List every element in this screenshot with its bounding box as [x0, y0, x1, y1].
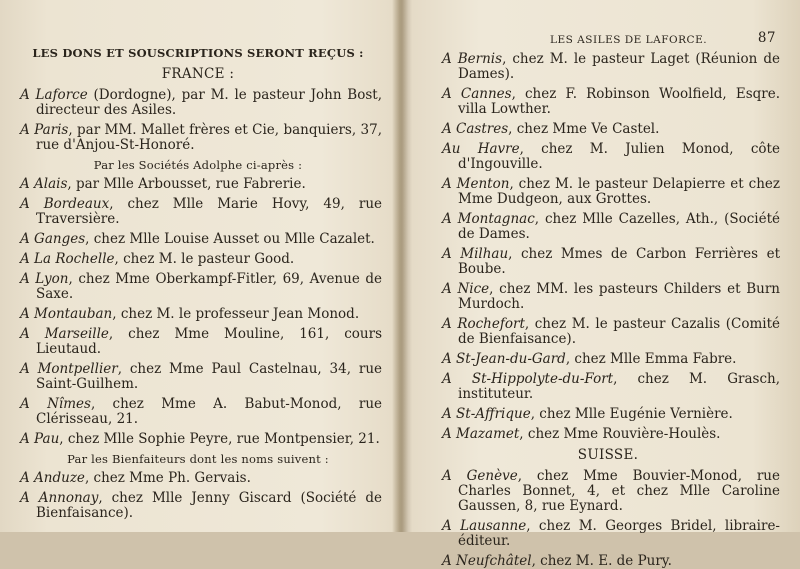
entry-text: , chez Mlle Jenny Giscard (Société de Bienfaisance).: [36, 490, 382, 521]
entry-place: A Milhau: [442, 246, 509, 262]
address-entry: [14, 307, 382, 322]
entry-place: A Montauban: [20, 306, 113, 322]
address-entry: [14, 327, 382, 357]
entry-text: (Dordogne), par M. le pasteur John Bost, directeur des Asiles.: [36, 87, 383, 118]
entry-place: A Genève: [442, 468, 518, 484]
address-entry: [14, 232, 382, 247]
address-entry: [436, 212, 780, 242]
entry-place: A Nice: [442, 281, 490, 297]
entry-place: A St-Hippolyte-du-Fort: [442, 371, 614, 387]
entry-text: , chez F. Robinson Woolfield, Esqre. villa Lowther.: [458, 86, 780, 117]
section-title-suisse: SUISSE.: [577, 447, 639, 463]
address-entry: [436, 247, 780, 277]
address-entry: [436, 177, 780, 207]
entry-place: A Anduze: [20, 470, 85, 486]
entry-text: , chez Mme Ve Castel.: [508, 121, 660, 137]
entry-text: , chez M. Georges Bridel, libraire-éditeur.: [458, 518, 780, 549]
entry-text: , chez Mme Rouvière-Houlès.: [519, 426, 721, 442]
address-entry: [436, 142, 780, 172]
entry-text: , chez M. le pasteur Delapierre et chez Mme Dudgeon, aux Grottes.: [458, 176, 780, 207]
page-number: 87: [757, 30, 776, 46]
address-entry: [14, 362, 382, 392]
entry-text: , chez Mme A. Babut-Monod, rue Clérisseau, 21.: [36, 396, 383, 427]
entry-place: A Menton: [442, 176, 510, 192]
address-entry: [14, 471, 382, 486]
entry-text: , chez Mlle Emma Fabre.: [565, 351, 737, 367]
address-entry: [14, 272, 382, 302]
entry-place: A Paris: [20, 122, 69, 138]
entry-text: , chez Mlle Sophie Peyre, rue Montpensier, 21.: [59, 431, 380, 447]
entry-text: , chez Mmes de Carbon Ferrières et Boube.: [458, 246, 781, 277]
left-page: [14, 0, 382, 532]
entry-text: , chez Mlle Louise Ausset ou Mlle Cazalet.: [85, 231, 375, 247]
address-entry: [14, 252, 382, 267]
section-title-france: FRANCE :: [161, 66, 235, 82]
entry-text: , chez Mme Mouline, 161, cours Lieutaud.: [36, 326, 382, 357]
address-entry: [14, 432, 382, 447]
entry-text: , chez M. le pasteur Good.: [114, 251, 295, 267]
entry-text: , par MM. Mallet frères et Cie, banquiers, 37, rue d'Anjou-St-Honoré.: [36, 122, 382, 153]
entry-text: , chez Mme Ph. Gervais.: [84, 470, 251, 486]
entry-place: A Mazamet: [442, 426, 520, 442]
address-entry: [14, 177, 382, 192]
entry-text: , chez Mlle Cazelles, Ath., (Société de Dames.: [458, 211, 781, 242]
entry-place: A Montagnac: [442, 211, 535, 227]
address-entry: [436, 317, 780, 347]
entry-place: Au Havre: [442, 141, 520, 157]
address-entry: [436, 407, 780, 422]
entry-place: A Ganges: [20, 231, 86, 247]
entry-place: A St-Jean-du-Gard: [442, 351, 566, 367]
entry-place: A Nîmes: [20, 396, 91, 412]
entry-place: A Lyon: [20, 271, 69, 287]
entry-place: A Montpellier: [20, 361, 118, 377]
address-entry: [14, 491, 382, 521]
entry-place: A Neufchâtel: [442, 553, 532, 569]
entry-text: , chez Mlle Eugénie Vernière.: [530, 406, 733, 422]
entry-place: A Laforce: [20, 87, 88, 103]
entry-text: , chez Mme Paul Castelnau, 34, rue Saint-Guilhem.: [36, 361, 382, 392]
entries-suisse: [436, 469, 780, 569]
address-entry: [436, 554, 780, 569]
entry-text: , chez Mlle Marie Hovy, 49, rue Traversière.: [36, 196, 383, 227]
address-entry: [14, 88, 382, 118]
entry-place: A St-Affrique: [442, 406, 531, 422]
entry-place: A Cannes: [442, 86, 512, 102]
address-entry: [14, 197, 382, 227]
entry-text: , chez M. le pasteur Laget (Réunion de Dames).: [458, 51, 780, 82]
running-head: [436, 30, 780, 52]
address-entry: [14, 123, 382, 153]
address-entry: [436, 519, 780, 549]
entries-france-continued: [436, 52, 780, 442]
address-entry: [436, 427, 780, 442]
entry-text: , chez M. E. de Pury.: [531, 553, 672, 569]
entry-place: A Pau: [20, 431, 60, 447]
entries-benefactors: [14, 471, 382, 521]
entry-text: , chez MM. les pasteurs Childers et Burn Murdoch.: [458, 281, 780, 312]
entry-place: A Rochefort: [442, 316, 525, 332]
entry-text: , chez Mme Bouvier-Monod, rue Charles Bonnet, 4, et chez Mlle Caroline Gaussen, 8, rue Eynard.: [458, 468, 780, 514]
entry-place: A Lausanne: [442, 518, 527, 534]
entry-text: , chez M. Julien Monod, côte d'Ingouville.: [458, 141, 780, 172]
entry-text: , chez Mme Oberkampf-Fitler, 69, Avenue de Saxe.: [36, 271, 383, 302]
entry-place: A Annonay: [20, 490, 99, 506]
address-entry: [436, 52, 780, 82]
address-entry: [14, 397, 382, 427]
address-entry: [436, 282, 780, 312]
address-entry: [436, 352, 780, 367]
running-title: LES ASILES DE LAFORCE.: [550, 34, 708, 46]
address-entry: [436, 87, 780, 117]
entry-place: A La Rochelle: [20, 251, 115, 267]
entry-place: A Alais: [20, 176, 68, 192]
address-entry: [436, 122, 780, 137]
book-gutter: [392, 0, 412, 532]
entry-place: A Bordeaux: [20, 196, 110, 212]
address-entry: [436, 469, 780, 514]
entry-text: , par Mlle Arbousset, rue Fabrerie.: [67, 176, 306, 192]
entry-text: , chez M. le professeur Jean Monod.: [112, 306, 360, 322]
entry-text: , chez M. Grasch, instituteur.: [458, 371, 780, 402]
right-page: [436, 0, 781, 569]
entry-place: A Bernis: [442, 51, 503, 67]
subhead-benefactors: Par les Bienfaiteurs dont les noms suivent :: [67, 452, 329, 466]
address-entry: [436, 372, 780, 402]
entries-societies: [14, 177, 382, 447]
page-heading: LES DONS ET SOUSCRIPTIONS SERONT REÇUS :: [32, 46, 364, 60]
subhead-societies: Par les Sociétés Adolphe ci-après :: [93, 158, 303, 172]
entry-place: A Castres: [442, 121, 509, 137]
entry-place: A Marseille: [20, 326, 109, 342]
entry-text: , chez M. le pasteur Cazalis (Comité de Bienfaisance).: [458, 316, 780, 347]
entries-top: [14, 88, 382, 153]
